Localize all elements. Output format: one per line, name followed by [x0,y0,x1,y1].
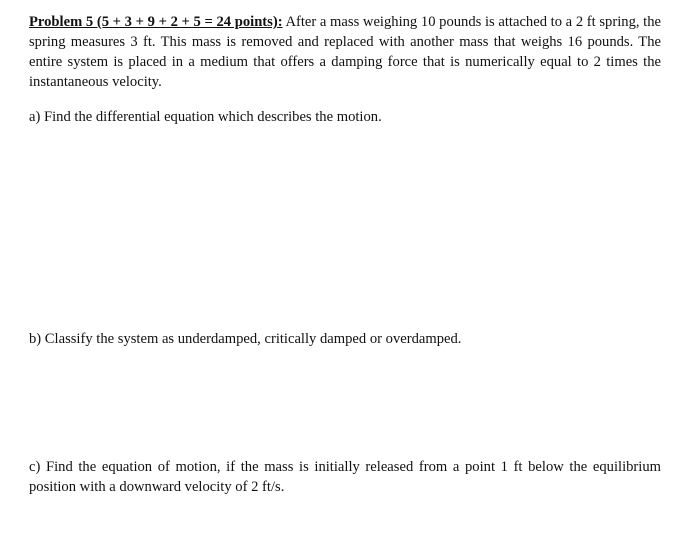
problem-statement: After a mass weighing 10 pounds is attached to a 2 ft spring, the spring measures 3 ft. This mass is removed and replaced with another mass that weighs 16 pounds. The entire system is placed in a medium that offers a damping force that is numerically equal to 2 times the instantaneous velocity. [29,14,662,90]
part-c-question: c) Find the equation of motion, if the mass is initially released from a point 1 ft below the equilibrium position with a downward velocity of 2 ft/s. [29,459,661,495]
problem-block [29,12,661,92]
part-a-question: a) Find the differential equation which describes the motion. [29,109,382,125]
part-b-question: b) Classify the system as underdamped, critically damped or overdamped. [29,331,462,347]
problem-heading: Problem 5 (5 + 3 + 9 + 2 + 5 = 24 points): [29,14,283,30]
problem-intro [29,12,661,92]
